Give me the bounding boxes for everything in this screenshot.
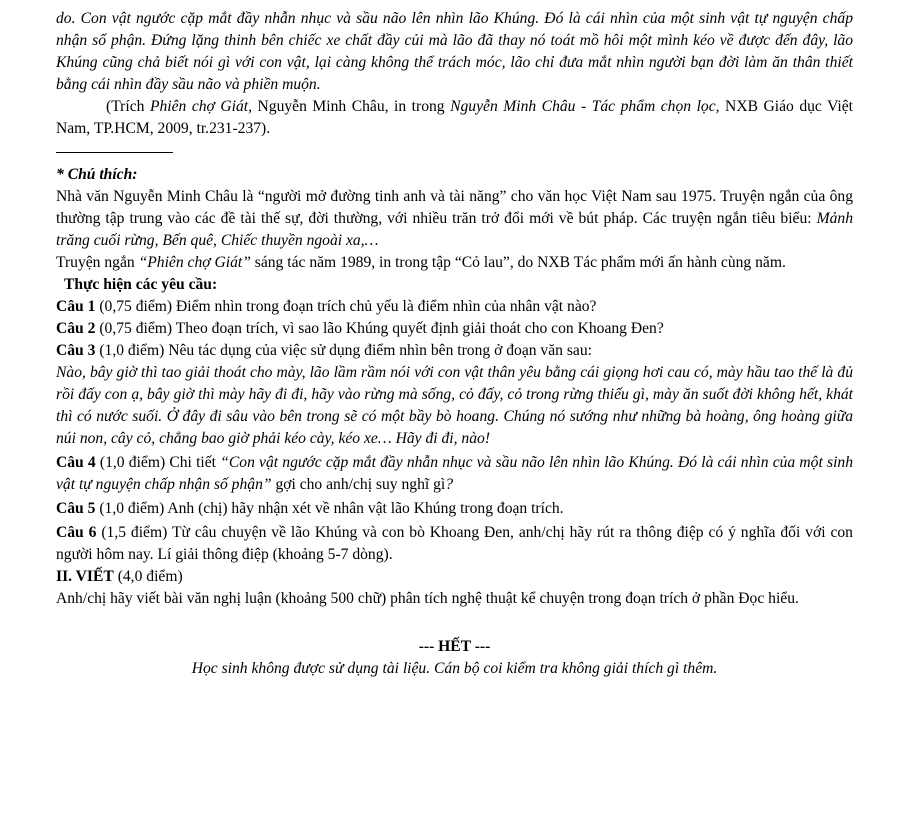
excerpt-tail: do. Con vật ngước cặp mắt đầy nhẫn nhục và sầu não lên nhìn lão Khúng. Đó là cái nhìn của một sinh vật tự nguyện chấp nhận số phận. Đứng lặng thinh bên chiếc xe chất đầy củi mà lão đã thay nó toát mồ hôi một mình kéo về được đến đây, lão Khúng cũng chả biết nói gì với con vật, lại càng không thể trách móc, lão chỉ đưa mắt nhìn người bạn đời làm ăn thân thiết bằng cái nhìn đầy sầu não và phiền muộn. (56, 10, 853, 93)
question-4-quote: “Con vật ngước cặp mắt đầy nhẫn nhục và sầu não lên nhìn lão Khúng. Đó là cái nhìn của một sinh vật tự nguyện chấp nhận số phận” (56, 454, 853, 493)
question-6-text: Từ câu chuyện về lão Khúng và con bò Khoang Đen, anh/chị hãy rút ra thông điệp có ý nghĩa đối với con người hôm nay. Lí giải thông điệp (khoảng 5-7 dòng). (56, 524, 853, 563)
notes-story (56, 252, 853, 274)
question-3-label: Câu 3 (56, 342, 96, 359)
source-mid: Nguyễn Minh Châu, in trong (252, 98, 451, 115)
tasks-heading: Thực hiện các yêu cầu: (64, 276, 218, 293)
question-3-points: (1,0 điểm) (95, 342, 169, 359)
question-5 (56, 498, 853, 520)
question-2-points: (0,75 điểm) (95, 320, 176, 337)
notes-author-works: Mảnh trăng cuối rừng, Bến quê, Chiếc thuyền ngoài xa,… (56, 210, 853, 249)
notes-heading: * Chú thích: (56, 166, 138, 183)
writing-points: (4,0 điểm) (113, 568, 183, 585)
question-4-text-post: gợi cho anh/chị suy nghĩ gì (271, 476, 446, 493)
source-prefix: (Trích (106, 98, 150, 115)
notes-author (56, 186, 853, 252)
question-6 (56, 522, 853, 566)
question-2 (56, 318, 853, 340)
question-6-label: Câu 6 (56, 524, 97, 541)
question-3-quote: Nào, bây giờ thì tao giải thoát cho mày, lão lầm rầm nói với con vật thân yêu bằng cái giọng hơi cau có, mày hầu tao thế là đủ rồi đấy con ạ, bây giờ thì mày hãy đi đi, hãy vào rừng mà sống, cỏ đấy, cỏ trong rừng thiếu gì, mày ăn suốt đời không hết, khát thì có nước suối. Ở đây đi sâu vào bên trong sẽ có một bầy bò hoang. Chúng nó sướng như những bà hoàng, ông hoàng giữa núi non, cây cỏ, chẳng bao giờ phải kéo cày, kéo xe… Hãy đi đi, nào! (56, 364, 853, 447)
writing-heading: II. VIẾT (56, 568, 114, 585)
question-4-points: (1,0 điểm) (95, 454, 170, 471)
notes-story-prefix: Truyện ngắn (56, 254, 139, 271)
notes-author-text: Nhà văn Nguyễn Minh Châu là “người mở đường tinh anh và tài năng” cho văn học Việt Nam sau 1975. Truyện ngắn của ông thường tập trung vào các đề tài thế sự, đời thường, với nhiều trăn trở đổi mới về bút pháp. Các truyện ngắn tiêu biểu: (56, 188, 853, 227)
question-1-points: (0,75 điểm) (95, 298, 176, 315)
question-1 (56, 296, 853, 318)
notes-story-work: “Phiên chợ Giát” (138, 254, 251, 271)
question-4-text-pre: Chi tiết (169, 454, 221, 471)
writing-section (56, 566, 853, 588)
source-book: Nguyễn Minh Châu - Tác phẩm chọn lọc, (450, 98, 720, 115)
question-3-text: Nêu tác dụng của việc sử dụng điểm nhìn bên trong ở đoạn văn sau: (168, 342, 592, 359)
question-4-label: Câu 4 (56, 454, 96, 471)
question-1-label: Câu 1 (56, 298, 96, 315)
source-citation (56, 96, 853, 140)
footer-note: Học sinh không được sử dụng tài liệu. Cán bộ coi kiểm tra không giải thích gì thêm. (191, 660, 718, 677)
writing-prompt: Anh/chị hãy viết bài văn nghị luận (khoảng 500 chữ) phân tích nghệ thuật kể chuyện trong đoạn trích ở phần Đọc hiểu. (56, 590, 799, 607)
end-mark: --- HẾT --- (418, 638, 491, 655)
question-4-qmark: ? (445, 476, 454, 493)
question-2-label: Câu 2 (56, 320, 96, 337)
question-6-points: (1,5 điểm) (96, 524, 172, 541)
question-5-label: Câu 5 (56, 500, 96, 517)
question-3 (56, 340, 853, 362)
source-suffix: NXB Giáo dục Việt Nam, TP.HCM, 2009, tr.231-237). (56, 98, 853, 137)
question-1-text: Điểm nhìn trong đoạn trích chủ yếu là điểm nhìn của nhân vật nào? (176, 298, 597, 315)
notes-story-text: sáng tác năm 1989, in trong tập “Cỏ lau”, do NXB Tác phẩm mới ấn hành cùng năm. (250, 254, 786, 271)
question-5-text: Anh (chị) hãy nhận xét về nhân vật lão Khúng trong đoạn trích. (167, 500, 564, 517)
question-5-points: (1,0 điểm) (95, 500, 168, 517)
divider (56, 152, 173, 153)
question-2-text: Theo đoạn trích, vì sao lão Khúng quyết định giải thoát cho con Khoang Đen? (175, 320, 664, 337)
source-work: Phiên chợ Giát, (149, 98, 252, 115)
question-4 (56, 452, 853, 496)
